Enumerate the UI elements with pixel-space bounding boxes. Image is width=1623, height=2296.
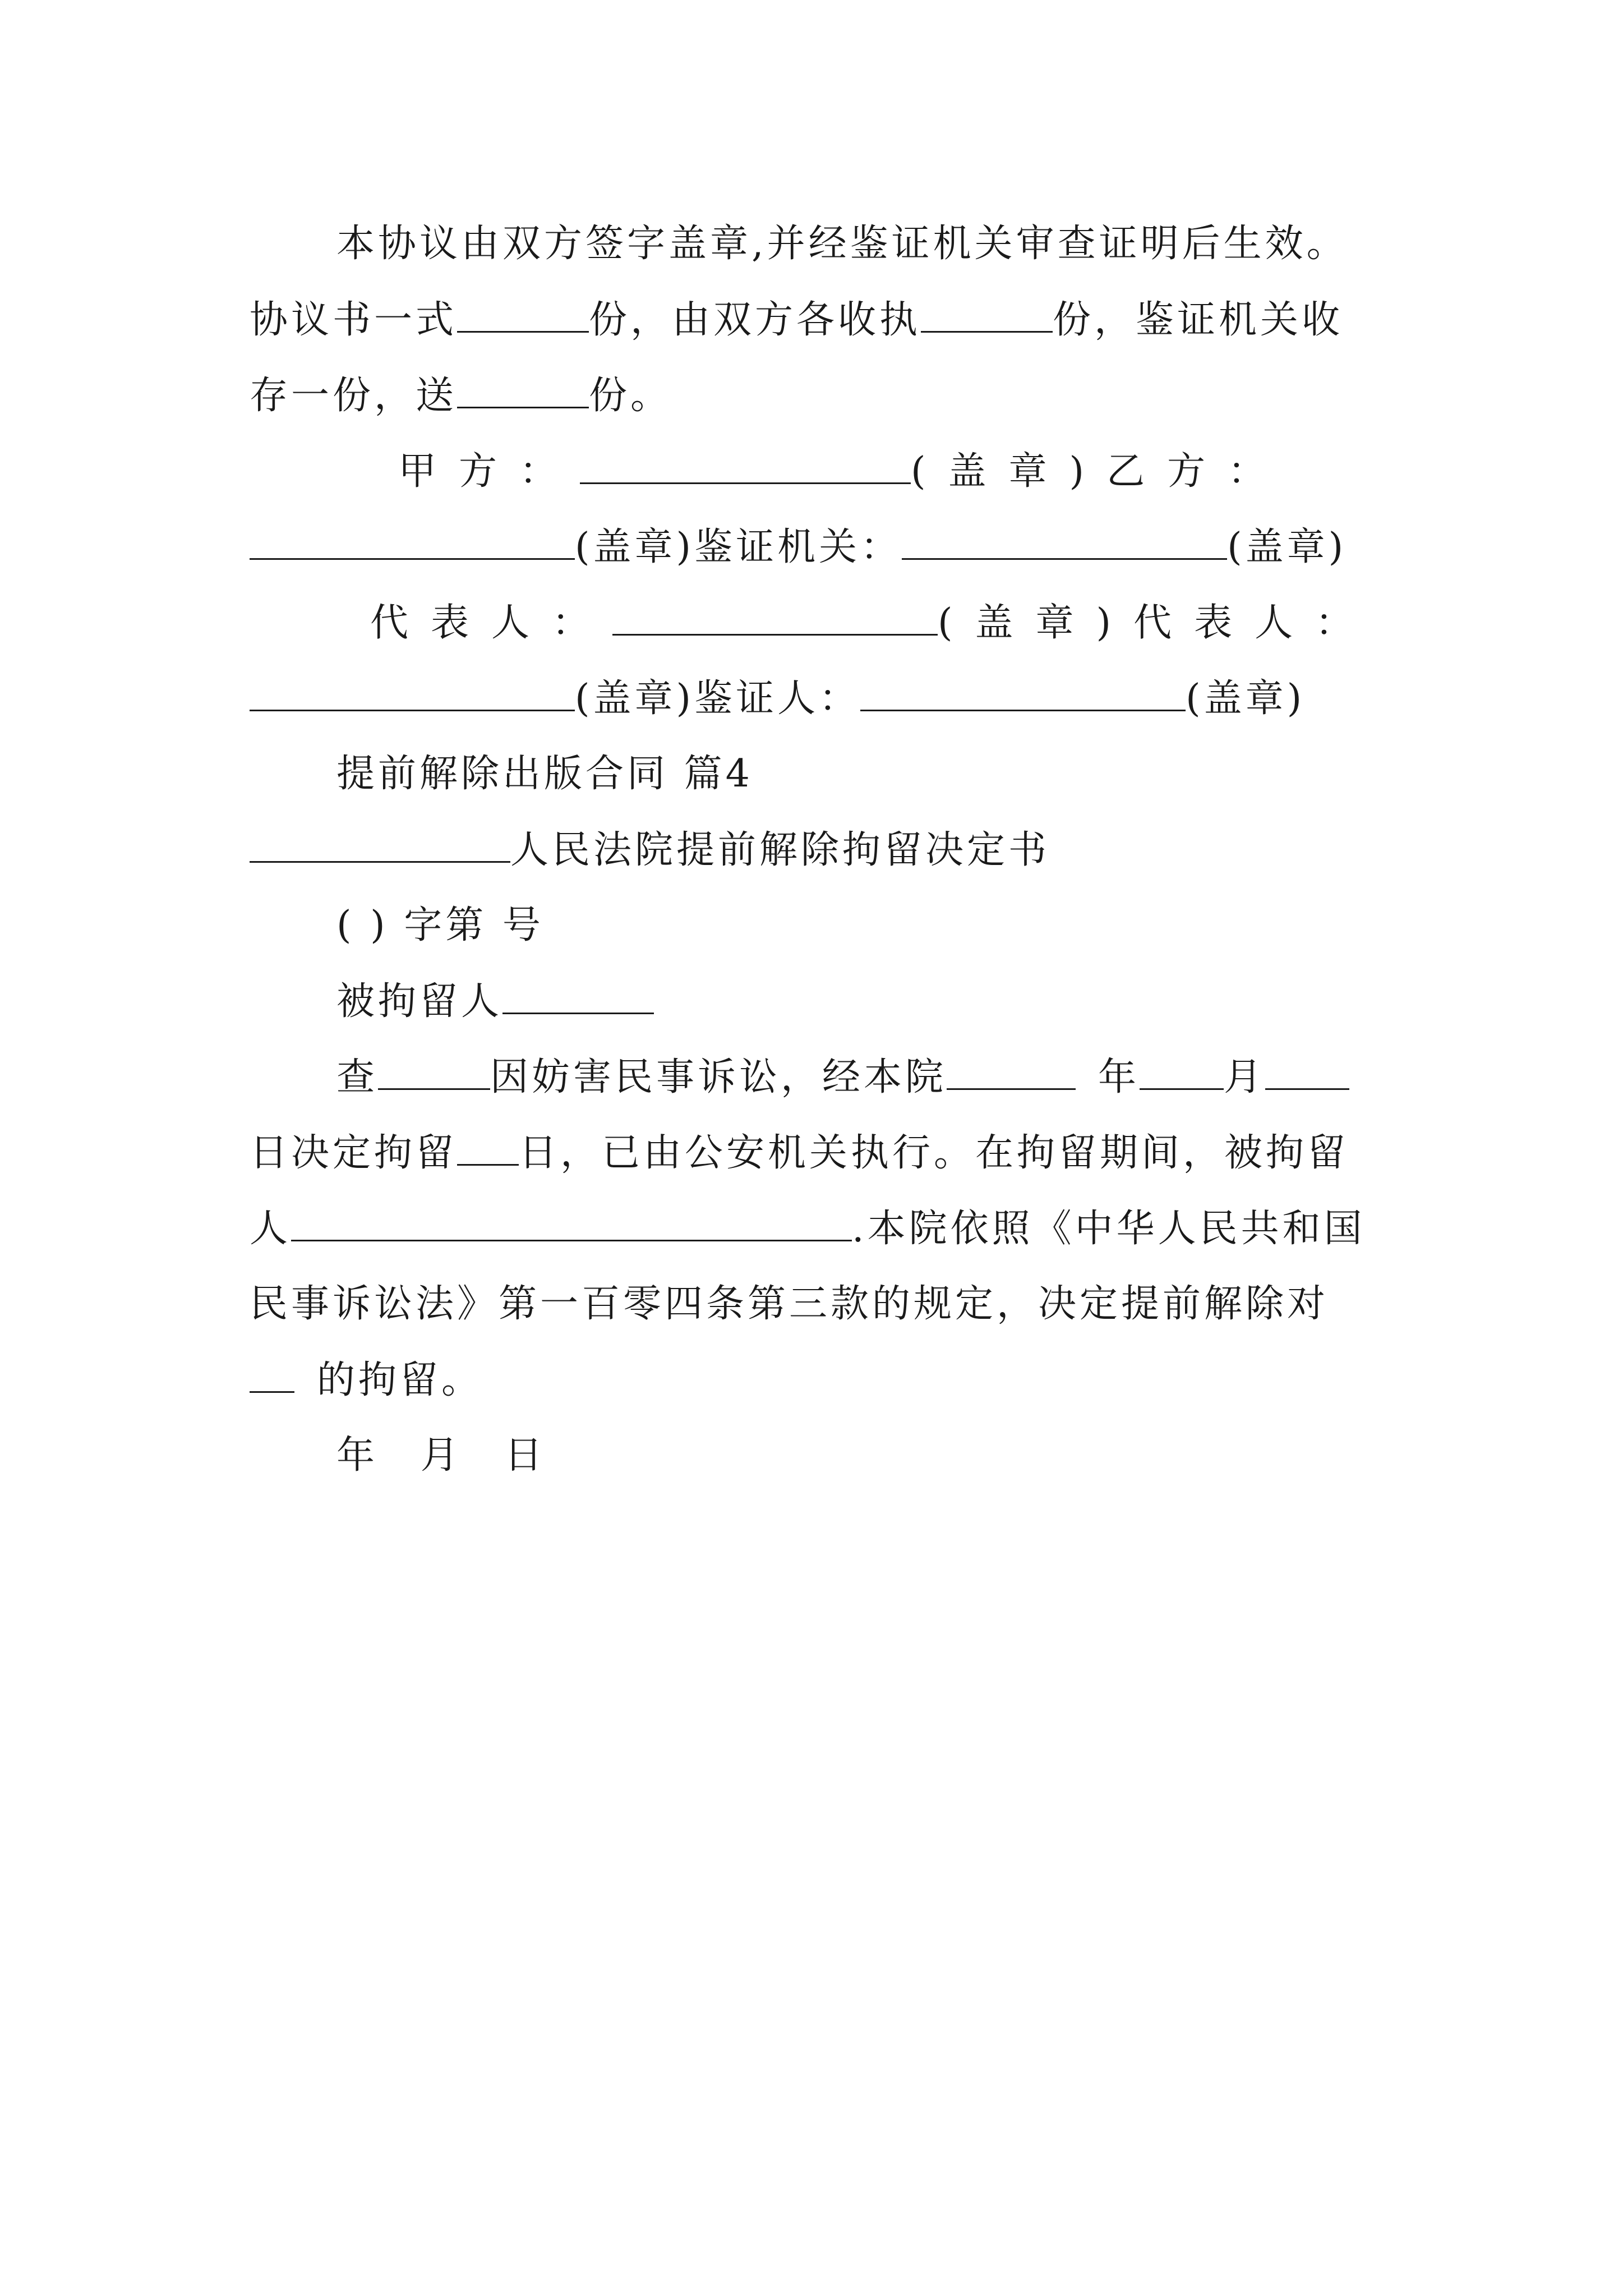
body-e: 日决定拘留 (250, 1131, 458, 1175)
send-blank (457, 373, 589, 408)
copies-text-c: 份，鉴证机关收 (1053, 298, 1344, 342)
copies-line (250, 297, 1444, 343)
body-line-1 (336, 1055, 1531, 1100)
decision-title: 人民法院提前解除拘留决定书 (510, 828, 1050, 872)
date-line (336, 1433, 1531, 1478)
agreement-effect-line (336, 222, 1531, 266)
body-j: 的拘留。 (317, 1358, 483, 1402)
body-a: 查 (336, 1055, 379, 1099)
body-b: 因妨害民事诉讼，经本院 (490, 1055, 947, 1099)
party-a-seal: (盖章) (911, 449, 1107, 494)
doc-number-line (336, 903, 1531, 948)
party-b-line (250, 524, 1444, 570)
body-line-4 (250, 1282, 1444, 1327)
rep-a-label: 代表人： (370, 601, 613, 645)
deposit-line (250, 373, 1444, 418)
body-line-5 (250, 1358, 1444, 1403)
certifier-blank (860, 676, 1186, 711)
deposit-text-b: 份。 (589, 374, 672, 418)
day-blank (1265, 1055, 1349, 1090)
party-b-label: 乙方： (1106, 449, 1289, 494)
body-line-3 (250, 1206, 1444, 1251)
copies-blank (457, 297, 589, 333)
party-a-blank (580, 449, 911, 484)
detainee-blank (502, 979, 654, 1014)
copies-text-b: 份，由双方各收执 (589, 298, 921, 342)
month-blank (1140, 1055, 1224, 1090)
year-blank (947, 1055, 1076, 1090)
certifier-line (250, 676, 1444, 721)
section-title-text: 提前解除出版合同 篇4 (336, 752, 753, 796)
release-person-blank (250, 1358, 294, 1393)
rep-b-label: 代表人： (1133, 601, 1376, 645)
rep-a-seal: (盖章) (938, 601, 1134, 645)
body-h: .本院依照《中华人民共和国 (852, 1207, 1366, 1251)
behavior-blank (291, 1206, 852, 1241)
detainee-line (336, 979, 1531, 1024)
authority-blank (902, 524, 1227, 560)
copies-text-a: 协议书一式 (250, 298, 458, 342)
doc-number: ( ) 字第 号 (336, 903, 544, 947)
body-f: 日，已由公安机关执行。在拘留期间，被拘留 (519, 1131, 1349, 1175)
court-name-blank (250, 827, 510, 863)
party-b-blank (250, 524, 575, 560)
authority-seal: (盖章) (1227, 525, 1347, 569)
authority-label: 鉴证机关： (694, 525, 902, 569)
certifier-label: 鉴证人： (694, 677, 861, 721)
certifier-seal: (盖章) (1186, 677, 1306, 721)
decision-date: 年 月 日 (336, 1433, 560, 1478)
rep-a-blank (612, 600, 938, 636)
rep-line (370, 600, 1565, 646)
detainee-label: 被拘留人 (336, 979, 503, 1024)
body-line-2 (250, 1130, 1444, 1176)
section-title (336, 752, 1531, 797)
days-blank (457, 1130, 519, 1166)
decision-title-line (250, 827, 1444, 873)
person-blank (378, 1055, 490, 1090)
party-b-seal: (盖章) (575, 525, 695, 569)
party-a-line (398, 449, 1593, 494)
year-label: 年 (1098, 1055, 1140, 1099)
agreement-effect-text: 本协议由双方签字盖章,并经鉴证机关审查证明后生效。 (336, 222, 1348, 266)
body-i: 民事诉讼法》第一百零四条第三款的规定，决定提前解除对 (250, 1282, 1329, 1326)
body-g: 人 (250, 1207, 292, 1251)
deposit-text-a: 存一份，送 (250, 374, 458, 418)
party-a-label: 甲方： (398, 449, 580, 494)
rep-b-blank (250, 676, 575, 711)
rep-b-seal: (盖章) (575, 677, 695, 721)
each-copies-blank (921, 297, 1053, 333)
month-label: 月 (1224, 1055, 1266, 1099)
